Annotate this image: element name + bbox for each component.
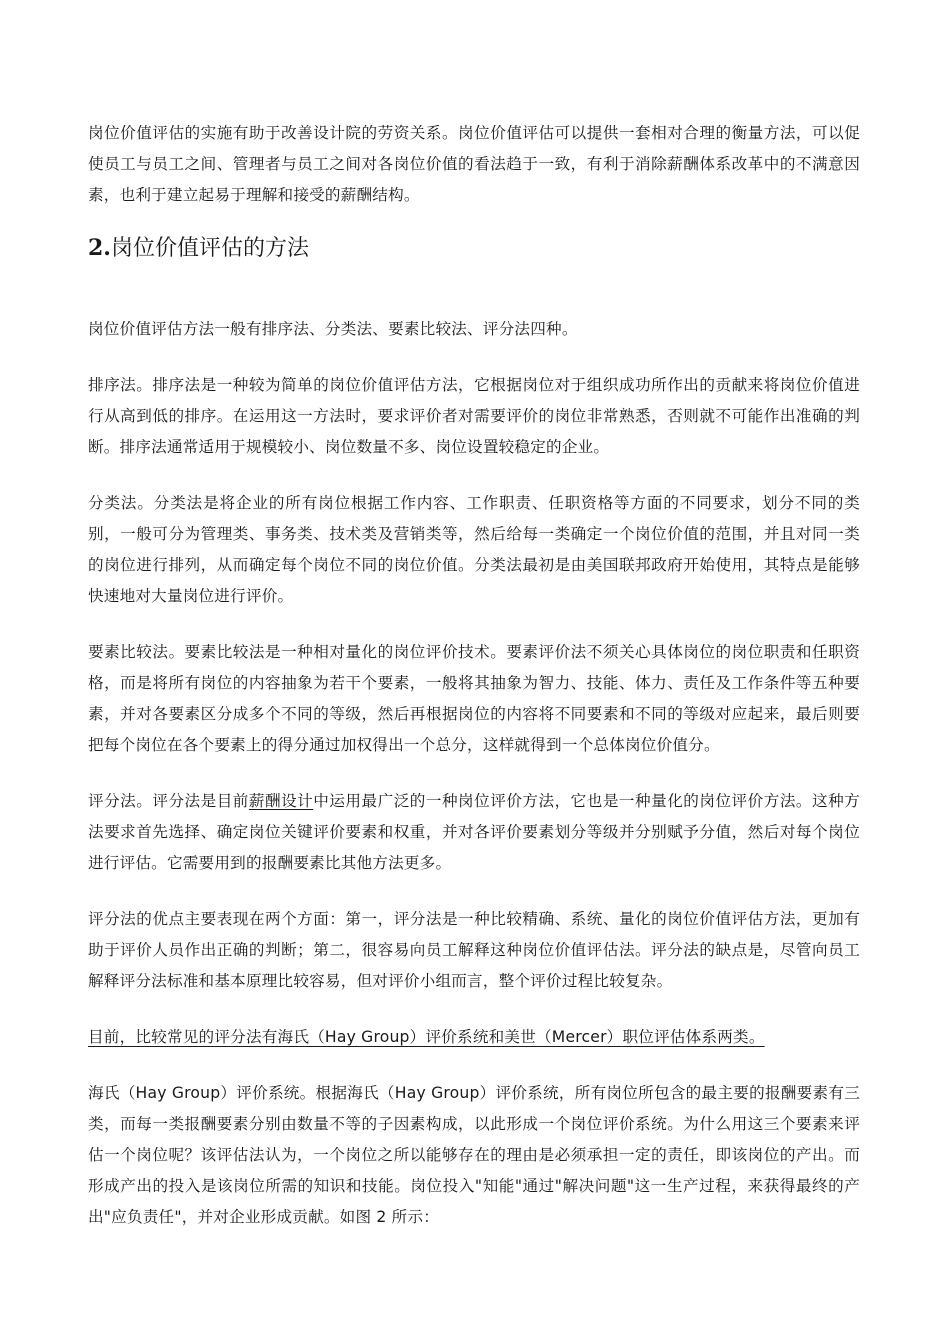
section-number: 2.	[88, 235, 111, 261]
section-heading	[88, 233, 860, 264]
point-method-text-end: 中运用最广泛的一种岗位评价方法，它也是一种量化的岗位评价方法。这种方法要求首先选择、确定岗位关键评价要素和权重，并对各评价要素划分等级并分别赋予分值，然后对每个岗位进行评估。它需要用到的报酬要素比其他方法更多。	[88, 792, 860, 872]
salary-design-link[interactable]: 薪酬设计	[248, 792, 314, 810]
paragraph-ranking-method: 排序法。排序法是一种较为简单的岗位价值评估方法，它根据岗位对于组织成功所作出的贡献来将岗位价值进行从高到低的排序。在运用这一方法时，要求评价者对需要评价的岗位非常熟悉，否则就不可能作出准确的判断。排序法通常适用于规模较小、岗位数量不多、岗位设置较稳定的企业。	[88, 376, 860, 456]
paragraph-hay-group-system: 海氏（Hay Group）评价系统。根据海氏（Hay Group）评价系统，所有岗位所包含的最主要的报酬要素有三类，而每一类报酬要素分别由数量不等的子因素构成，以此形成一个岗位评价系统。为什么用这三个要素来评估一个岗位呢？该评估法认为，一个岗位之所以能够存在的理由是必须承担一定的责任，即该岗位的产出。而形成产出的投入是该岗位所需的知识和技能。岗位投入"知能"通过"解决问题"这一生产过程，来获得最终的产出"应负责任"，并对企业形成贡献。如图 2 所示：	[88, 1084, 860, 1226]
point-method-text-start: 评分法。评分法是目前	[88, 792, 249, 810]
paragraph-methods-overview: 岗位价值评估方法一般有排序法、分类法、要素比较法、评分法四种。	[88, 320, 578, 338]
paragraph-factor-comparison-method: 要素比较法。要素比较法是一种相对量化的岗位评价技术。要素评价法不须关心具体岗位的岗位职责和任职资格，而是将所有岗位的内容抽象为若干个要素，一般将其抽象为智力、技能、体力、责任及工作条件等五种要素，并对各要素区分成多个不同的等级，然后再根据岗位的内容将不同要素和不同的等级对应起来，最后则要把每个岗位在各个要素上的得分通过加权得出一个总分，这样就得到一个总体岗位价值分。	[88, 643, 860, 754]
document-page	[88, 118, 860, 1233]
paragraph-intro: 岗位价值评估的实施有助于改善设计院的劳资关系。岗位价值评估可以提供一套相对合理的衡量方法，可以促使员工与员工之间、管理者与员工之间对各岗位价值的看法趋于一致，有利于消除薪酬体系改革中的不满意因素，也利于建立起易于理解和接受的薪酬结构。	[88, 124, 860, 204]
paragraph-point-method-pros-cons: 评分法的优点主要表现在两个方面：第一，评分法是一种比较精确、系统、量化的岗位价值评估方法，更加有助于评价人员作出正确的判断；第二，很容易向员工解释这种岗位价值评估法。评分法的缺点是，尽管向员工解释评分法标准和基本原理比较容易，但对评价小组而言，整个评价过程比较复杂。	[88, 910, 860, 990]
paragraph-classification-method: 分类法。分类法是将企业的所有岗位根据工作内容、工作职责、任职资格等方面的不同要求，划分不同的类别，一般可分为管理类、事务类、技术类及营销类等，然后给每一类确定一个岗位价值的范围，并且对同一类的岗位进行排列，从而确定每个岗位不同的岗位价值。分类法最初是由美国联邦政府开始使用，其特点是能够快速地对大量岗位进行评价。	[88, 494, 860, 605]
paragraph-common-systems: 目前，比较常见的评分法有海氏（Hay Group）评价系统和美世（Mercer）职位评估体系两类。	[88, 1028, 765, 1046]
paragraph-point-method	[88, 786, 860, 879]
section-title: 岗位价值评估的方法	[110, 236, 309, 261]
